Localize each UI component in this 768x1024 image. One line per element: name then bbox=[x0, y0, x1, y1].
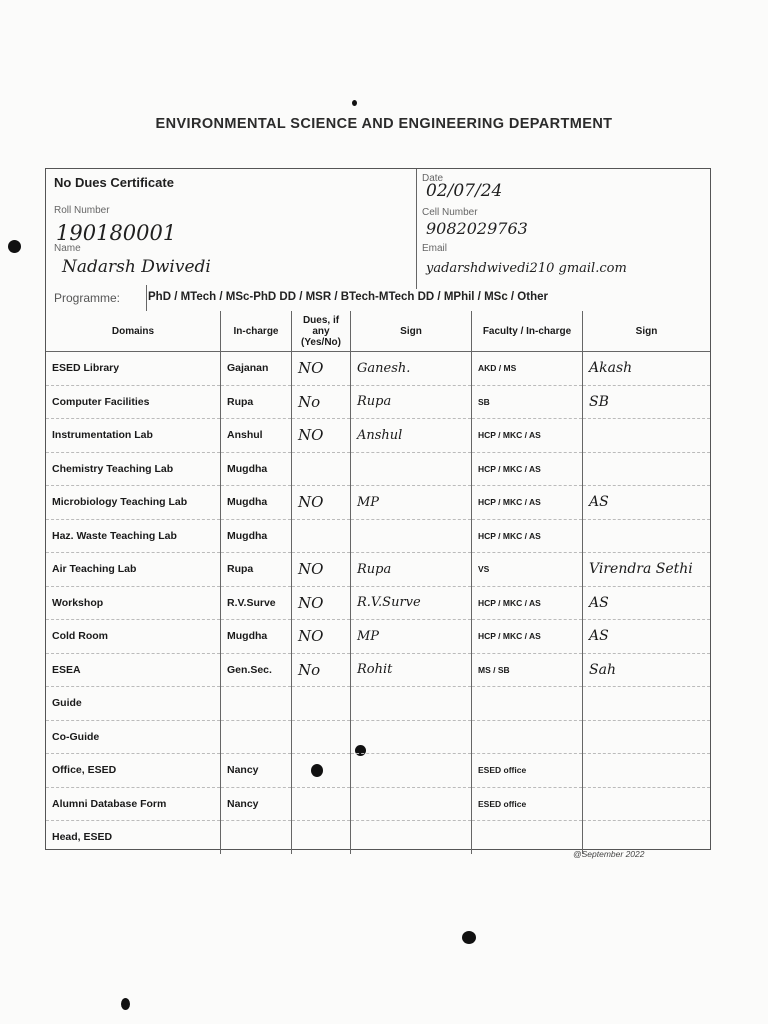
table-row bbox=[46, 452, 710, 486]
cell-dues[interactable]: NO bbox=[292, 486, 351, 520]
cell-domain: Office, ESED bbox=[46, 754, 221, 788]
cell-dues[interactable] bbox=[292, 787, 351, 821]
cell-faculty: ESED office bbox=[472, 787, 583, 821]
cell-fsign[interactable]: Akash bbox=[583, 352, 711, 386]
cell-incharge bbox=[221, 687, 292, 721]
cell-sign[interactable] bbox=[351, 452, 472, 486]
cell-domain: Cold Room bbox=[46, 620, 221, 654]
cell-dues[interactable]: No bbox=[292, 653, 351, 687]
cell-incharge: Rupa bbox=[221, 385, 292, 419]
dues-table bbox=[46, 311, 710, 854]
no-dues-form bbox=[45, 168, 711, 850]
table-row bbox=[46, 385, 710, 419]
cell-faculty: HCP / MKC / AS bbox=[472, 452, 583, 486]
table-row bbox=[46, 553, 710, 587]
cell-domain: Chemistry Teaching Lab bbox=[46, 452, 221, 486]
cell-dues[interactable]: No bbox=[292, 385, 351, 419]
cell-domain: Microbiology Teaching Lab bbox=[46, 486, 221, 520]
col-domains: Domains bbox=[46, 311, 221, 352]
cell-sign[interactable] bbox=[351, 720, 472, 754]
cell-sign[interactable]: MP bbox=[351, 486, 472, 520]
cell-incharge: Anshul bbox=[221, 419, 292, 453]
cell-faculty: AKD / MS bbox=[472, 352, 583, 386]
cell-fsign[interactable]: AS bbox=[583, 486, 711, 520]
cell-dues[interactable] bbox=[292, 754, 351, 788]
name-label: Name bbox=[54, 243, 81, 254]
ink-speck bbox=[352, 100, 357, 106]
cell-domain: Head, ESED bbox=[46, 821, 221, 854]
cell-domain: Computer Facilities bbox=[46, 385, 221, 419]
cell-fsign[interactable] bbox=[583, 720, 711, 754]
cell-fsign[interactable]: Virendra Sethi bbox=[583, 553, 711, 587]
cell-dues[interactable]: NO bbox=[292, 620, 351, 654]
cell-fsign[interactable]: AS bbox=[583, 620, 711, 654]
roll-number-value[interactable]: 190180001 bbox=[56, 221, 177, 245]
form-version-footer: @September 2022 bbox=[573, 849, 645, 859]
cell-faculty: VS bbox=[472, 553, 583, 587]
cell-dues[interactable]: NO bbox=[292, 553, 351, 587]
col-incharge: In-charge bbox=[221, 311, 292, 352]
cell-incharge: Mugdha bbox=[221, 486, 292, 520]
table-row bbox=[46, 653, 710, 687]
cell-fsign[interactable]: Sah bbox=[583, 653, 711, 687]
cell-sign[interactable] bbox=[351, 754, 472, 788]
table-row bbox=[46, 687, 710, 721]
col-sign: Sign bbox=[351, 311, 472, 352]
cell-number-label: Cell Number bbox=[422, 207, 478, 218]
email-value[interactable]: yadarshdwivedi210 gmail.com bbox=[426, 261, 627, 276]
cell-domain: Workshop bbox=[46, 586, 221, 620]
cell-faculty: HCP / MKC / AS bbox=[472, 586, 583, 620]
cell-fsign[interactable] bbox=[583, 419, 711, 453]
cell-fsign[interactable] bbox=[583, 687, 711, 721]
cell-sign[interactable]: Ganesh. bbox=[351, 352, 472, 386]
table-row bbox=[46, 754, 710, 788]
cell-faculty bbox=[472, 821, 583, 854]
cell-faculty: HCP / MKC / AS bbox=[472, 486, 583, 520]
cell-incharge: Mugdha bbox=[221, 452, 292, 486]
cell-fsign[interactable]: AS bbox=[583, 586, 711, 620]
table-row bbox=[46, 486, 710, 520]
cell-dues[interactable] bbox=[292, 452, 351, 486]
cell-sign[interactable] bbox=[351, 687, 472, 721]
col-dues: Dues, if any (Yes/No) bbox=[292, 311, 351, 352]
table-header-row bbox=[46, 311, 710, 352]
header-divider bbox=[416, 169, 417, 289]
table-row bbox=[46, 787, 710, 821]
cell-incharge: Mugdha bbox=[221, 519, 292, 553]
punch-hole-mark bbox=[8, 240, 21, 253]
cell-incharge: Mugdha bbox=[221, 620, 292, 654]
ink-speck bbox=[462, 931, 476, 944]
programme-label: Programme: bbox=[54, 291, 121, 305]
cell-faculty: SB bbox=[472, 385, 583, 419]
cell-dues[interactable]: NO bbox=[292, 352, 351, 386]
cell-incharge: R.V.Surve bbox=[221, 586, 292, 620]
email-label: Email bbox=[422, 243, 448, 254]
cell-dues[interactable] bbox=[292, 519, 351, 553]
cell-dues[interactable] bbox=[292, 720, 351, 754]
cell-fsign[interactable] bbox=[583, 519, 711, 553]
cell-domain: Instrumentation Lab bbox=[46, 419, 221, 453]
cell-faculty: HCP / MKC / AS bbox=[472, 419, 583, 453]
cell-sign[interactable] bbox=[351, 821, 472, 854]
table-row bbox=[46, 586, 710, 620]
cell-incharge: Rupa bbox=[221, 553, 292, 587]
cell-faculty: HCP / MKC / AS bbox=[472, 519, 583, 553]
cell-number-value[interactable]: 9082029763 bbox=[426, 219, 528, 238]
cell-incharge bbox=[221, 821, 292, 854]
cell-fsign[interactable] bbox=[583, 452, 711, 486]
table-row bbox=[46, 620, 710, 654]
cell-fsign[interactable] bbox=[583, 754, 711, 788]
cell-incharge: Gen.Sec. bbox=[221, 653, 292, 687]
cell-incharge bbox=[221, 720, 292, 754]
cell-faculty bbox=[472, 720, 583, 754]
cell-domain: Alumni Database Form bbox=[46, 787, 221, 821]
cell-faculty: MS / SB bbox=[472, 653, 583, 687]
col-faculty-sign: Sign bbox=[583, 311, 711, 352]
cell-fsign[interactable] bbox=[583, 787, 711, 821]
cell-domain: Haz. Waste Teaching Lab bbox=[46, 519, 221, 553]
cell-sign[interactable]: Rupa bbox=[351, 385, 472, 419]
roll-number-label: Roll Number bbox=[54, 205, 110, 216]
programme-options[interactable]: PhD / MTech / MSc-PhD DD / MSR / BTech-MTech DD / MPhil / MSc / Other bbox=[148, 291, 548, 303]
date-value[interactable]: 02/07/24 bbox=[426, 181, 503, 201]
cell-sign[interactable]: MP bbox=[351, 620, 472, 654]
cell-faculty: HCP / MKC / AS bbox=[472, 620, 583, 654]
col-faculty: Faculty / In-charge bbox=[472, 311, 583, 352]
cell-sign[interactable]: Rupa bbox=[351, 553, 472, 587]
cell-sign[interactable]: Rohit bbox=[351, 653, 472, 687]
cell-domain: Air Teaching Lab bbox=[46, 553, 221, 587]
table-row bbox=[46, 519, 710, 553]
cell-domain: Guide bbox=[46, 687, 221, 721]
cell-incharge: Nancy bbox=[221, 754, 292, 788]
cell-dues[interactable] bbox=[292, 821, 351, 854]
cell-sign[interactable]: Anshul bbox=[351, 419, 472, 453]
date-label: Date bbox=[422, 173, 444, 184]
cell-domain: Co-Guide bbox=[46, 720, 221, 754]
table-row bbox=[46, 720, 710, 754]
cell-incharge: Nancy bbox=[221, 787, 292, 821]
cell-domain: ESED Library bbox=[46, 352, 221, 386]
cell-fsign[interactable]: SB bbox=[583, 385, 711, 419]
cell-domain: ESEA bbox=[46, 653, 221, 687]
cell-faculty bbox=[472, 687, 583, 721]
ink-speck bbox=[121, 998, 130, 1010]
cell-dues[interactable]: NO bbox=[292, 419, 351, 453]
cell-sign[interactable] bbox=[351, 519, 472, 553]
table-row bbox=[46, 419, 710, 453]
department-heading: ENVIRONMENTAL SCIENCE AND ENGINEERING DEPARTMENT bbox=[155, 116, 613, 132]
cell-incharge: Gajanan bbox=[221, 352, 292, 386]
name-value[interactable]: Nadarsh Dwivedi bbox=[62, 257, 211, 277]
cell-dues[interactable] bbox=[292, 687, 351, 721]
certificate-title: No Dues Certificate bbox=[54, 175, 174, 190]
cell-sign[interactable]: R.V.Surve bbox=[351, 586, 472, 620]
table-row bbox=[46, 352, 710, 386]
cell-dues[interactable]: NO bbox=[292, 586, 351, 620]
cell-faculty: ESED office bbox=[472, 754, 583, 788]
cell-sign[interactable] bbox=[351, 787, 472, 821]
